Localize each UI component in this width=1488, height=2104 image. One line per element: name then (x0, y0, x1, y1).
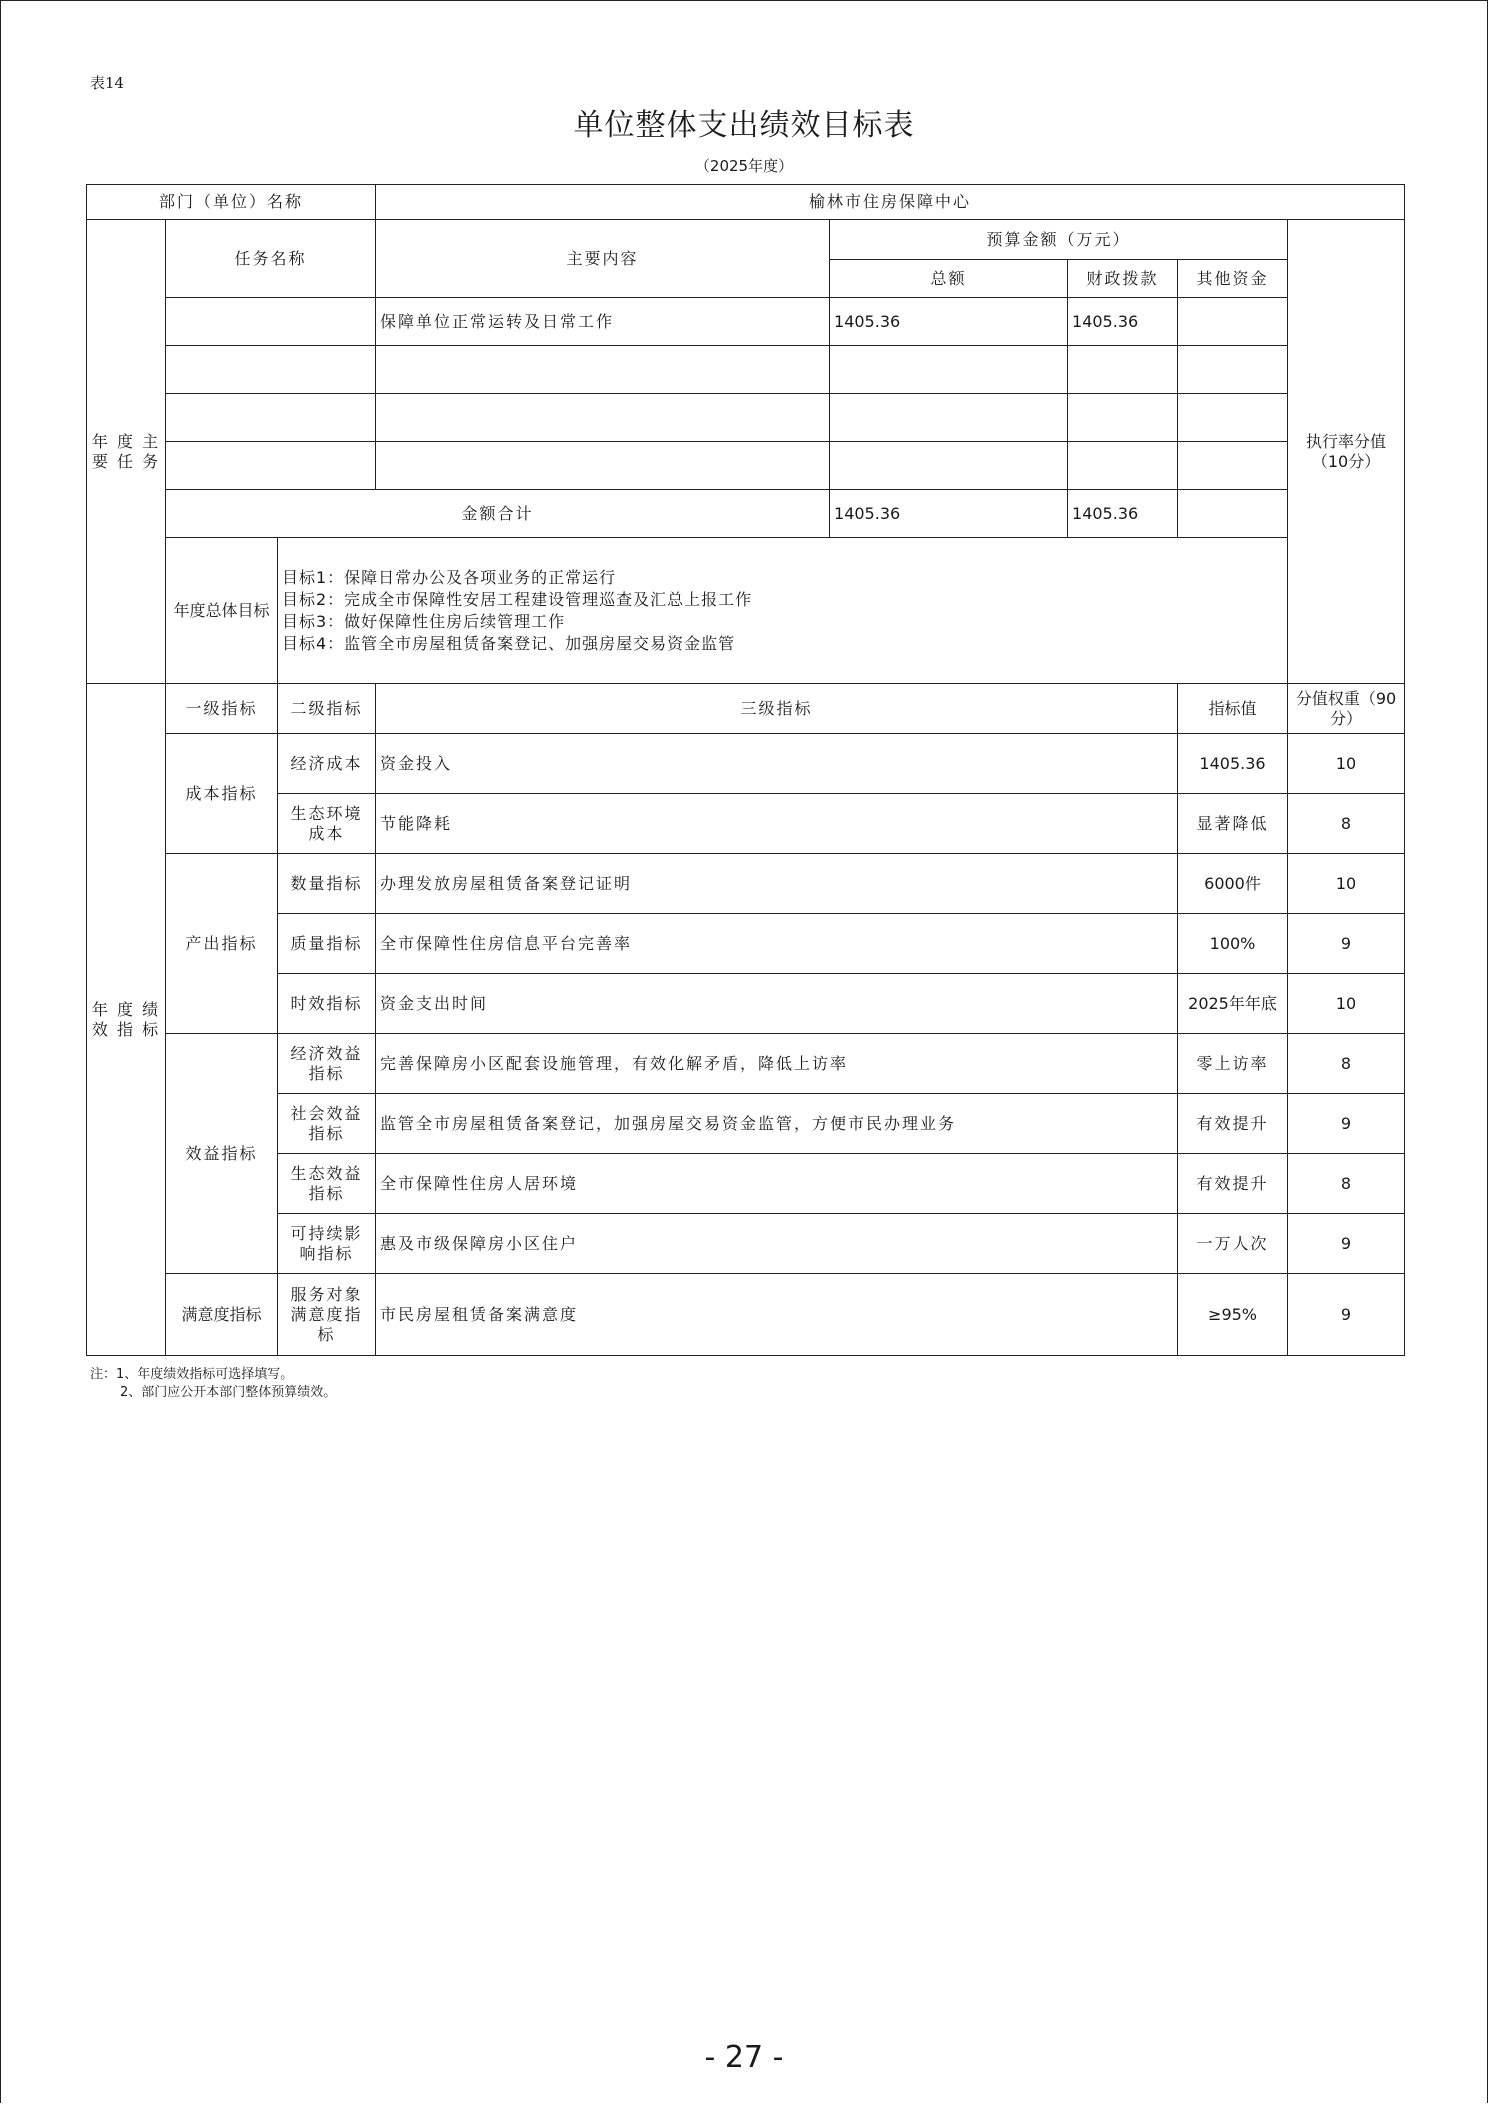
task-other (1178, 394, 1288, 442)
indicator-weight: 8 (1288, 794, 1405, 854)
level3-cell: 惠及市级保障房小区住户 (376, 1214, 1178, 1274)
dept-label: 部门（单位）名称 (87, 185, 376, 220)
fiscal-year: （2025年度） (694, 157, 794, 175)
task-total (830, 346, 1068, 394)
col-level2: 二级指标 (278, 684, 376, 734)
indicator-value: 显著降低 (1178, 794, 1288, 854)
level2-cell: 生态环境成本 (278, 794, 376, 854)
indicator-row (87, 1034, 1405, 1094)
indicator-weight: 8 (1288, 1154, 1405, 1214)
goals-section-label: 年度总体目标 (166, 538, 278, 684)
task-content (376, 442, 830, 490)
indicator-value: 一万人次 (1178, 1214, 1288, 1274)
col-budget-amount: 预算金额（万元） (830, 220, 1288, 260)
goal-item: 目标2：完成全市保障性安居工程建设管理巡查及汇总上报工作 (282, 589, 753, 609)
sum-row (87, 490, 1405, 538)
task-fiscal (1068, 442, 1178, 490)
indicators-section-label: 年 度 绩 效 指 标 (87, 684, 166, 1356)
level2-cell: 服务对象满意度指标 (278, 1274, 376, 1356)
level2-cell: 数量指标 (278, 854, 376, 914)
task-row (87, 394, 1405, 442)
task-row (87, 298, 1405, 346)
document-title: 单位整体支出绩效目标表 (573, 108, 915, 143)
col-other: 其他资金 (1178, 260, 1288, 298)
task-name (166, 346, 376, 394)
goal-item: 目标4：监管全市房屋租赁备案登记、加强房屋交易资金监管 (282, 633, 736, 653)
indicator-value: 零上访率 (1178, 1034, 1288, 1094)
indicators-header-row (87, 684, 1405, 734)
goal-item: 目标3：做好保障性住房后续管理工作 (282, 611, 566, 631)
indicator-row (87, 854, 1405, 914)
indicator-row (87, 1094, 1405, 1154)
level2-cell: 经济效益指标 (278, 1034, 376, 1094)
task-other (1178, 346, 1288, 394)
level3-cell: 完善保障房小区配套设施管理，有效化解矛盾，降低上访率 (376, 1034, 1178, 1094)
task-fiscal (1068, 394, 1178, 442)
sum-fiscal: 1405.36 (1068, 490, 1178, 538)
level2-cell: 生态效益指标 (278, 1154, 376, 1214)
table-number: 表14 (90, 74, 125, 92)
indicator-weight: 10 (1288, 734, 1405, 794)
footnote-1: 注：1、年度绩效指标可选择填写。 (90, 1367, 294, 1382)
sum-label: 金额合计 (166, 490, 830, 538)
level2-cell: 经济成本 (278, 734, 376, 794)
task-name (166, 394, 376, 442)
level3-cell: 办理发放房屋租赁备案登记证明 (376, 854, 1178, 914)
indicator-weight: 9 (1288, 1094, 1405, 1154)
indicator-weight: 10 (1288, 854, 1405, 914)
task-fiscal (1068, 346, 1178, 394)
dept-row (87, 185, 1405, 220)
indicator-weight: 8 (1288, 1034, 1405, 1094)
task-name (166, 298, 376, 346)
indicator-value: 6000件 (1178, 854, 1288, 914)
indicator-weight: 9 (1288, 1214, 1405, 1274)
task-total (830, 394, 1068, 442)
col-main-content: 主要内容 (376, 220, 830, 298)
performance-table (86, 184, 1405, 1356)
goals-list (278, 538, 1405, 684)
indicator-value: 有效提升 (1178, 1154, 1288, 1214)
level1-cost: 成本指标 (166, 734, 278, 854)
level2-cell: 时效指标 (278, 974, 376, 1034)
dept-value: 榆林市住房保障中心 (376, 185, 1405, 220)
col-total: 总额 (830, 260, 1068, 298)
indicator-weight: 9 (1288, 1274, 1405, 1356)
indicator-row (87, 914, 1405, 974)
level1-output: 产出指标 (166, 854, 278, 1034)
level3-cell: 监管全市房屋租赁备案登记，加强房屋交易资金监管，方便市民办理业务 (376, 1094, 1178, 1154)
col-task-name: 任务名称 (166, 220, 376, 298)
indicator-row (87, 1214, 1405, 1274)
level2-cell: 质量指标 (278, 914, 376, 974)
task-content (376, 394, 830, 442)
col-fiscal: 财政拨款 (1068, 260, 1178, 298)
footnote-2: 2、部门应公开本部门整体预算绩效。 (120, 1385, 337, 1400)
indicator-value: 2025年年底 (1178, 974, 1288, 1034)
footnotes (90, 1366, 336, 1402)
page-number: - 27 - (704, 2040, 784, 2075)
task-other (1178, 298, 1288, 346)
col-level1: 一级指标 (166, 684, 278, 734)
tasks-header-row (87, 220, 1405, 260)
level1-satisfaction: 满意度指标 (166, 1274, 278, 1356)
indicator-weight: 10 (1288, 974, 1405, 1034)
indicator-row (87, 794, 1405, 854)
level3-cell: 资金投入 (376, 734, 1178, 794)
level2-cell: 可持续影响指标 (278, 1214, 376, 1274)
indicator-row (87, 974, 1405, 1034)
level1-benefit: 效益指标 (166, 1034, 278, 1274)
goals-row (87, 538, 1405, 684)
task-total (830, 442, 1068, 490)
indicator-value: 100% (1178, 914, 1288, 974)
sum-total: 1405.36 (830, 490, 1068, 538)
sum-other (1178, 490, 1288, 538)
indicator-weight: 9 (1288, 914, 1405, 974)
level2-cell: 社会效益指标 (278, 1094, 376, 1154)
goal-item: 目标1：保障日常办公及各项业务的正常运行 (282, 567, 617, 587)
level3-cell: 市民房屋租赁备案满意度 (376, 1274, 1178, 1356)
task-fiscal: 1405.36 (1068, 298, 1178, 346)
task-content: 保障单位正常运转及日常工作 (376, 298, 830, 346)
level3-cell: 全市保障性住房信息平台完善率 (376, 914, 1178, 974)
col-weight: 分值权重（90分） (1288, 684, 1405, 734)
indicator-row (87, 734, 1405, 794)
task-name (166, 442, 376, 490)
indicator-row (87, 1154, 1405, 1214)
indicator-row (87, 1274, 1405, 1356)
level3-cell: 资金支出时间 (376, 974, 1178, 1034)
col-indicator-value: 指标值 (1178, 684, 1288, 734)
task-row (87, 346, 1405, 394)
task-content (376, 346, 830, 394)
task-total: 1405.36 (830, 298, 1068, 346)
level3-cell: 全市保障性住房人居环境 (376, 1154, 1178, 1214)
level3-cell: 节能降耗 (376, 794, 1178, 854)
tasks-section-label: 年 度 主 要 任 务 (87, 220, 166, 684)
exec-rate-score: 执行率分值（10分） (1288, 220, 1405, 684)
indicator-value: ≥95% (1178, 1274, 1288, 1356)
col-level3: 三级指标 (376, 684, 1178, 734)
task-row (87, 442, 1405, 490)
task-other (1178, 442, 1288, 490)
indicator-value: 有效提升 (1178, 1094, 1288, 1154)
indicator-value: 1405.36 (1178, 734, 1288, 794)
